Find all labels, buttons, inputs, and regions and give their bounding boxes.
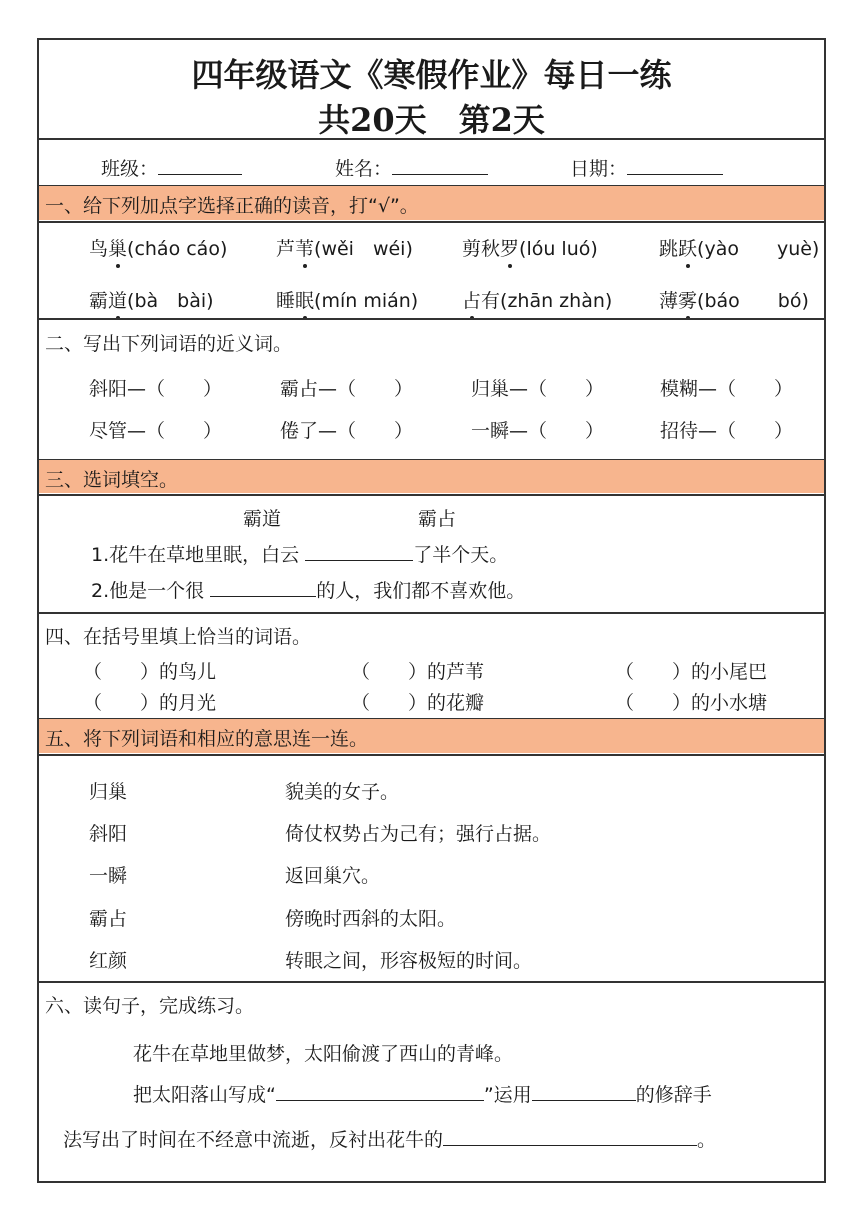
- fill-word-item[interactable]: （ ）的鸟儿: [83, 661, 217, 683]
- word-text: 剪秋: [462, 238, 501, 260]
- pinyin-item[interactable]: [659, 286, 809, 313]
- page-title: 四年级语文《寒假作业》每日一练: [191, 56, 672, 94]
- section2-heading: 二、写出下列词语的近义词。: [45, 333, 293, 355]
- dotted-character: 道: [108, 286, 127, 313]
- date-blank[interactable]: [627, 156, 723, 175]
- answer-blank[interactable]: [532, 1082, 636, 1101]
- answer-blank[interactable]: [443, 1127, 697, 1146]
- question-line-2: 法写出了时间在不经意中流逝，反衬出花牛的 。: [63, 1129, 717, 1151]
- synonym-item[interactable]: 倦了—（ ）: [280, 420, 414, 442]
- word-text: 霸: [89, 290, 109, 312]
- word-choice-2: 霸占: [418, 508, 457, 530]
- dotted-character: 巢: [108, 234, 127, 261]
- match-meaning[interactable]: 傍晚时西斜的太阳。: [285, 908, 457, 930]
- answer-blank[interactable]: [276, 1082, 484, 1101]
- synonym-item[interactable]: 归巢—（ ）: [471, 378, 605, 400]
- dotted-character: 跃: [678, 234, 697, 261]
- fill-question-1: 1.花牛在草地里眠，白云 了半个天。: [91, 544, 509, 566]
- pinyin-item[interactable]: [276, 286, 418, 313]
- dotted-character: 眠: [295, 286, 314, 313]
- pinyin-item[interactable]: [462, 286, 612, 313]
- match-word[interactable]: 归巢: [89, 781, 128, 803]
- word-text: 薄: [659, 290, 679, 312]
- match-meaning[interactable]: 倚仗权势占为己有；强行占据。: [285, 823, 552, 845]
- match-meaning[interactable]: 貌美的女子。: [285, 781, 400, 803]
- fill-word-item[interactable]: （ ）的芦苇: [351, 661, 485, 683]
- divider: [39, 981, 824, 983]
- word-choice-1: 霸道: [243, 508, 282, 530]
- word-text: 睡: [276, 290, 296, 312]
- synonym-item[interactable]: 招待—（ ）: [660, 420, 794, 442]
- section4-heading: 四、在括号里填上恰当的词语。: [45, 626, 312, 648]
- synonym-item[interactable]: 斜阳—（ ）: [89, 378, 223, 400]
- fill-word-item[interactable]: （ ）的花瓣: [351, 692, 485, 714]
- name-field: 姓名：: [335, 154, 488, 181]
- pinyin-options: (yào yuè): [697, 238, 820, 260]
- synonym-item[interactable]: 尽管—（ ）: [89, 420, 223, 442]
- fill-word-item[interactable]: （ ）的月光: [83, 692, 217, 714]
- synonym-item[interactable]: 一瞬—（ ）: [471, 420, 605, 442]
- page-subtitle: 共20天 第2天: [318, 101, 545, 139]
- divider: [39, 494, 824, 496]
- pinyin-options: (cháo cáo): [127, 238, 228, 260]
- pinyin-item[interactable]: [89, 234, 227, 261]
- pinyin-options: (mín mián): [314, 290, 419, 312]
- fill-word-item[interactable]: （ ）的小水塘: [615, 692, 768, 714]
- match-word[interactable]: 红颜: [89, 950, 128, 972]
- name-blank[interactable]: [392, 156, 488, 175]
- section1-heading: 一、给下列加点字选择正确的读音，打“√”。: [45, 195, 419, 217]
- match-word[interactable]: 霸占: [89, 908, 128, 930]
- divider: [39, 754, 824, 756]
- divider: [39, 138, 824, 140]
- match-meaning[interactable]: 返回巢穴。: [285, 865, 381, 887]
- date-field: 日期：: [570, 154, 723, 181]
- synonym-item[interactable]: 霸占—（ ）: [280, 378, 414, 400]
- match-word[interactable]: 斜阳: [89, 823, 128, 845]
- dotted-character: 雾: [678, 286, 697, 313]
- section3-heading: 三、选词填空。: [45, 469, 179, 491]
- answer-blank[interactable]: [210, 578, 316, 597]
- pinyin-options: (lóu luó): [519, 238, 598, 260]
- class-field: 班级：: [101, 154, 242, 181]
- pinyin-options: (zhān zhàn): [500, 290, 613, 312]
- match-meaning[interactable]: 转眼之间，形容极短的时间。: [285, 950, 533, 972]
- answer-blank[interactable]: [305, 542, 413, 561]
- pinyin-options: (bà bài): [127, 290, 214, 312]
- match-word[interactable]: 一瞬: [89, 865, 128, 887]
- divider: [39, 318, 824, 320]
- word-text: 芦: [276, 238, 296, 260]
- section5-heading: 五、将下列词语和相应的意思连一连。: [45, 728, 369, 750]
- dotted-character: 占: [462, 286, 481, 313]
- pinyin-options: (wěi wéi): [314, 238, 413, 260]
- word-text: 鸟: [89, 238, 109, 260]
- fill-word-item[interactable]: （ ）的小尾巴: [615, 661, 768, 683]
- question-line-1: 把太阳落山写成“ ”运用 的修辞手: [133, 1084, 712, 1106]
- synonym-item[interactable]: 模糊—（ ）: [660, 378, 794, 400]
- divider: [39, 612, 824, 614]
- pinyin-item[interactable]: [462, 234, 598, 261]
- class-blank[interactable]: [158, 156, 242, 175]
- pinyin-item[interactable]: [276, 234, 413, 261]
- dotted-character: 罗: [500, 234, 519, 261]
- word-text: 有: [481, 290, 501, 312]
- pinyin-item[interactable]: [89, 286, 214, 313]
- dotted-character: 苇: [295, 234, 314, 261]
- pinyin-item[interactable]: [659, 234, 819, 261]
- section6-heading: 六、读句子，完成练习。: [45, 995, 255, 1017]
- fill-question-2: 2.他是一个很 的人，我们都不喜欢他。: [91, 580, 526, 602]
- word-text: 跳: [659, 238, 679, 260]
- worksheet: [37, 38, 826, 1183]
- pinyin-options: (báo bó): [697, 290, 809, 312]
- reading-sentence: 花牛在草地里做梦，太阳偷渡了西山的青峰。: [133, 1043, 514, 1065]
- divider: [39, 221, 824, 223]
